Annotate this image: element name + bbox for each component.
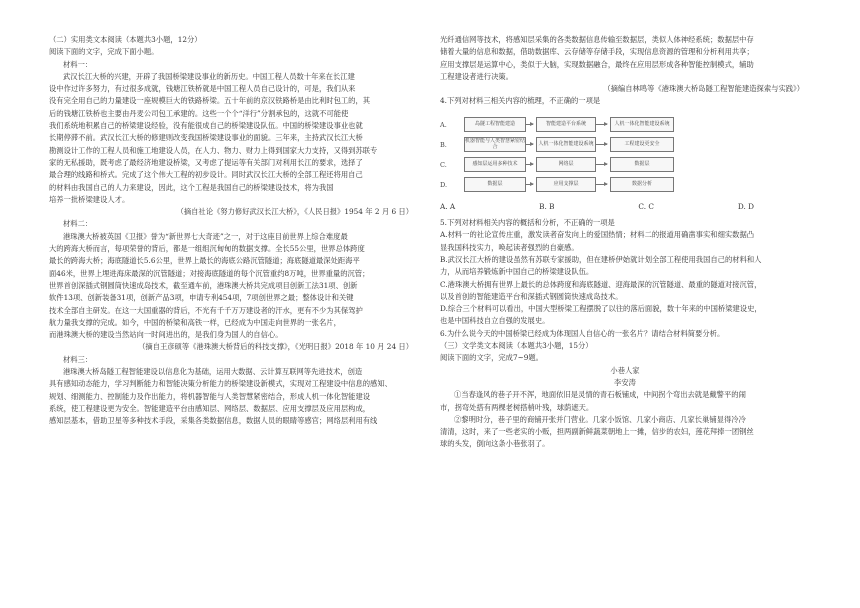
left-text-line: 感知层基本，借助卫星等多种技术手段，采集各类数据信息，数据人员的眼睛等感官；网络层利用有线 [49,416,378,426]
right-text-line: 阅读下面的文字，完成7~9题。 [440,353,543,363]
diagram-row-letter: D. [440,180,448,189]
right-text-line: 市，拐弯处搭有两棵老树搭梢叶残，球荫遮天。 [440,402,594,412]
left-text-line: 设中作过许多努力，有过很多成就，钱塘江铁桥就是中国工程人员自己设计的，可是，我们从来 [49,84,356,94]
left-text-line: 面46米，世界上埋进海床最深的沉管隧道；对接海底隧道的每个沉管重约8万吨，世界重量的沉管； [49,268,370,278]
question4-option: D. D [737,201,754,211]
right-text-line: 以及首创的智能建造平台和深插式钢圆筒快速成岛技术。 [440,291,623,301]
right-text-line: C.港珠澳大桥拥有世界上最长的总体跨度和海底隧道、迎海最深的沉管隧道、最重的隧道对接沉管， [440,279,762,289]
diagram-arrow [596,164,607,165]
left-text-line: 大的跨海大桥而言，每项荣誉的背后，都是一组组沉甸甸的数据支撑。全长55公里，世界总体跨度 [49,244,365,254]
right-column [440,34,810,451]
diagram-arrow [596,144,607,145]
left-text-line: （二）实用类文本阅读（本题共3小题，12分） [49,35,202,44]
left-text-line: 没有完全用自己的力量建设一座规模巨大的铁路桥梁。五十年前的京汉铁路桥是由比利时包工的，其 [49,96,371,106]
right-text-line: 球的头发，倒向这条小巷张羽了。 [440,439,550,449]
left-text-line: 材料二： [63,219,93,229]
right-text-line: 应用支撑层是运算中心，类似于大脑，实现数据融合，最终在应用层形成各种智能控制模式，辅助 [440,59,754,69]
diagram-row-letter: A. [440,120,447,129]
left-text-line: 我们系统地积累自己的桥梁建设经验，没有能很成自己的桥梁建设队伍。中国的桥梁建设事业也就 [49,121,363,131]
diagram-arrow [596,184,607,185]
right-text-line: 小巷人家 [610,365,640,375]
diagram-row-letter: B. [440,140,447,149]
right-text-line: D.综合三个材料可以看出，中国大型桥梁工程摆脱了以往的落后面貌，数十年来的中国桥梁建设史， [440,304,762,314]
left-text-line: 最合理的线路和桥式。完成了这个伟大工程的初步设计。同时武汉长江大桥的全部工程还将用自己 [49,170,363,180]
left-text-line: 软件13项、创新装备31项，创新产品3项，申请专利454项，7项创世界之最；整体设计和关键 [49,293,354,303]
diagram-arrow [526,144,533,145]
question4-option: A. A [440,201,456,211]
diagram-row-letter: C. [440,160,447,169]
diagram-box: 人机一体化智能建设系统 [536,137,596,152]
left-text-line: 长期停滞不前。武汉长江大桥的修建则改变我国桥梁建设事业的面貌。三年来，主持武汉长江大桥 [49,133,363,143]
right-text-line: 工程建设者进行决策。 [440,71,513,81]
question4-option: C. C [638,201,654,211]
left-text-line: 勘测设计工作的工程人员和施工地建设人员，在人力、物力、财力上得到国家大力支持，又得到苏联专 [49,145,378,155]
right-text-line: 光纤通信网等技术，将感知层采集的各类数据信息传输至数据层，类似人体神经系统；数据层中存 [440,35,754,44]
diagram-box: 数据层 [610,157,674,172]
left-text-line: 具有感知动态能力，学习判断能力和智能决策分析能力的桥梁建设新模式，实现对工程建设中信息的感知、 [49,379,392,389]
left-text-line: 材料一： [63,59,93,69]
left-text-line: 材料三： [63,354,93,364]
right-text-line: 李安涛 [614,377,636,387]
left-text-line: 世界首创深插式钢圆筒快速成岛技术，截至通车前，港珠澳大桥共完成项目创新工法31项、创新 [49,280,358,290]
left-text-line: 航力量我支撑的完成。如今，中国的桥梁和高铁一样，已经成为中国走向世界的一张名片， [49,317,341,327]
diagram-box: 工程建设更安全 [610,137,674,152]
question4-option: B. B [539,201,555,211]
left-text-line: （摘自社论《努力修好武汉长江大桥》，《人民日报》1954 年 2 月 6 日） [176,207,413,217]
left-column [49,34,419,428]
left-text-line: 系统，使工程建设更为安全。智能建造平台由感知层、网络层、数据层、应用支撑层及应用层构成， [49,403,371,413]
left-text-line: 最长的跨海大桥；海底隧道长5.6公里，世界上最长的海底公路沉管隧道；海底隧道最深处距海平 [49,256,360,266]
diagram-box: 人机一体化智能建设系统 [610,117,674,132]
diagram-box: 应用支撑层 [536,177,596,192]
right-text-line: （摘编自林鸣等《港珠澳大桥岛隧工程智能建造探索与实践》） [603,84,804,94]
right-text-line: 储着大量的信息和数据，借助数据库、云存储等存储手段，实现信息资源的管理和分析利用共享； [440,47,754,57]
question4-diagram [440,113,810,199]
right-text-line: ①当春逢风的巷子开不浑，地面依旧是灵情的青石板铺成，中间拐个弯出去就是戴警平的闹 [454,390,746,400]
left-text-line: 的材料由我国自己的人力来建设，因此，这个工程是我国自己的桥梁建设技术，将为我国 [49,182,334,192]
diagram-box: 智能建造平台系统 [536,117,596,132]
left-text-line: 港珠澳大桥岛隧工程智能建设以信息化为基础，运用大数据、云计算互联网等先进技术，创造 [63,367,363,377]
left-text-line: 武汉长江大桥的兴建，开辟了我国桥梁建设事业的新历史。中国工程人员数十年来在长江建 [63,71,355,81]
diagram-box: 数据层 [464,177,526,192]
diagram-box: 岛隧工程智能建造 [464,117,526,132]
diagram-arrow [526,184,533,185]
left-text-line: （摘自王彦硕等《港珠澳大桥背后的科技支撑》，《光明日报》2018 年 10 月 24 日） [138,342,413,352]
left-text-line: 而港珠澳大桥的建设当然站向一时间进出的，是我们身为国人的自信心。 [49,330,283,340]
left-text-line: 规划、细测能力、控制能力及作出能力，将机器智能与人类智慧紧密结合，形成人机一体化智能建设 [49,391,371,401]
left-text-line: 培养一批桥梁建设人才。 [49,194,130,204]
diagram-box: 网络层 [536,157,596,172]
diagram-arrow [526,124,533,125]
right-text-line: 5.下列对材料相关内容的概括和分析，不正确的一项是 [440,218,615,228]
diagram-box: 数据分析 [610,177,674,192]
right-text-line: ②黎明时分，巷子里的商铺开张并门营业。几家小饭馆、几家小商店、几家长巢铺显得冷冷 [454,414,746,424]
right-text-line: 4.下列对材料三相关内容的梳理，不正确的一项是 [440,96,601,106]
left-text-line: 港珠澳大桥被英国《卫报》誉为“新世界七大奇迹”之一，对于这座目前世界上综合难度最 [63,231,348,241]
left-text-line: 后的钱塘江铁桥也主要由丹麦公司包工承建的。这些一个个“洋行”分割承包的，这就不可能使 [49,108,349,118]
left-text-line: 阅读下面的文字，完成下面小题。 [49,47,159,57]
diagram-arrow [596,124,607,125]
right-text-line: 力，从而培养锻炼新中国自己的桥梁建设队伍。 [440,267,594,277]
diagram-box: 机器智能与人类智慧紧密结合 [465,138,526,151]
right-text-line: （三）文学类文本阅读（本题共3小题，15分） [440,341,593,351]
diagram-arrow [526,164,533,165]
right-text-line: 清清，这时，来了一些老实的小贩，担两副新鲜蔬菜朝地上一摊，信步的农妇，莲花拜捧一团钢丝 [440,427,754,437]
left-text-line: 技术全部自主研发。在这一大国重器的背后，不光有千千万万建设者的汗水，更有不少为其保驾护 [49,305,363,315]
question4-options [440,201,810,213]
diagram-box: 感知层运用多种技术 [464,157,526,172]
left-text-line: 家的无私援助，既考虑了最经济地建设桥梁，又考虑了提运等有关部门对利用长江的要求，选择了 [49,157,363,167]
right-text-line: 6.为什么说今天的中国桥梁已经成为体现国人自信心的一张名片？请结合材料简要分析。 [440,328,725,338]
right-text-line: A.材料一的社论宣传庄重，激发读者奋发向上的爱国热情；材料二的报道用确凿事实和细实数据凸 [440,230,755,240]
right-text-line: 也是中国科技自立自强的发展史。 [440,316,550,326]
right-text-line: B.武汉长江大桥的建设虽然有苏联专家援助，但在建桥伊始就计划全部工程使用我国自己的材料和人 [440,254,762,264]
right-text-line: 显我国科技实力，唤起读者强烈的自豪感。 [440,242,579,252]
